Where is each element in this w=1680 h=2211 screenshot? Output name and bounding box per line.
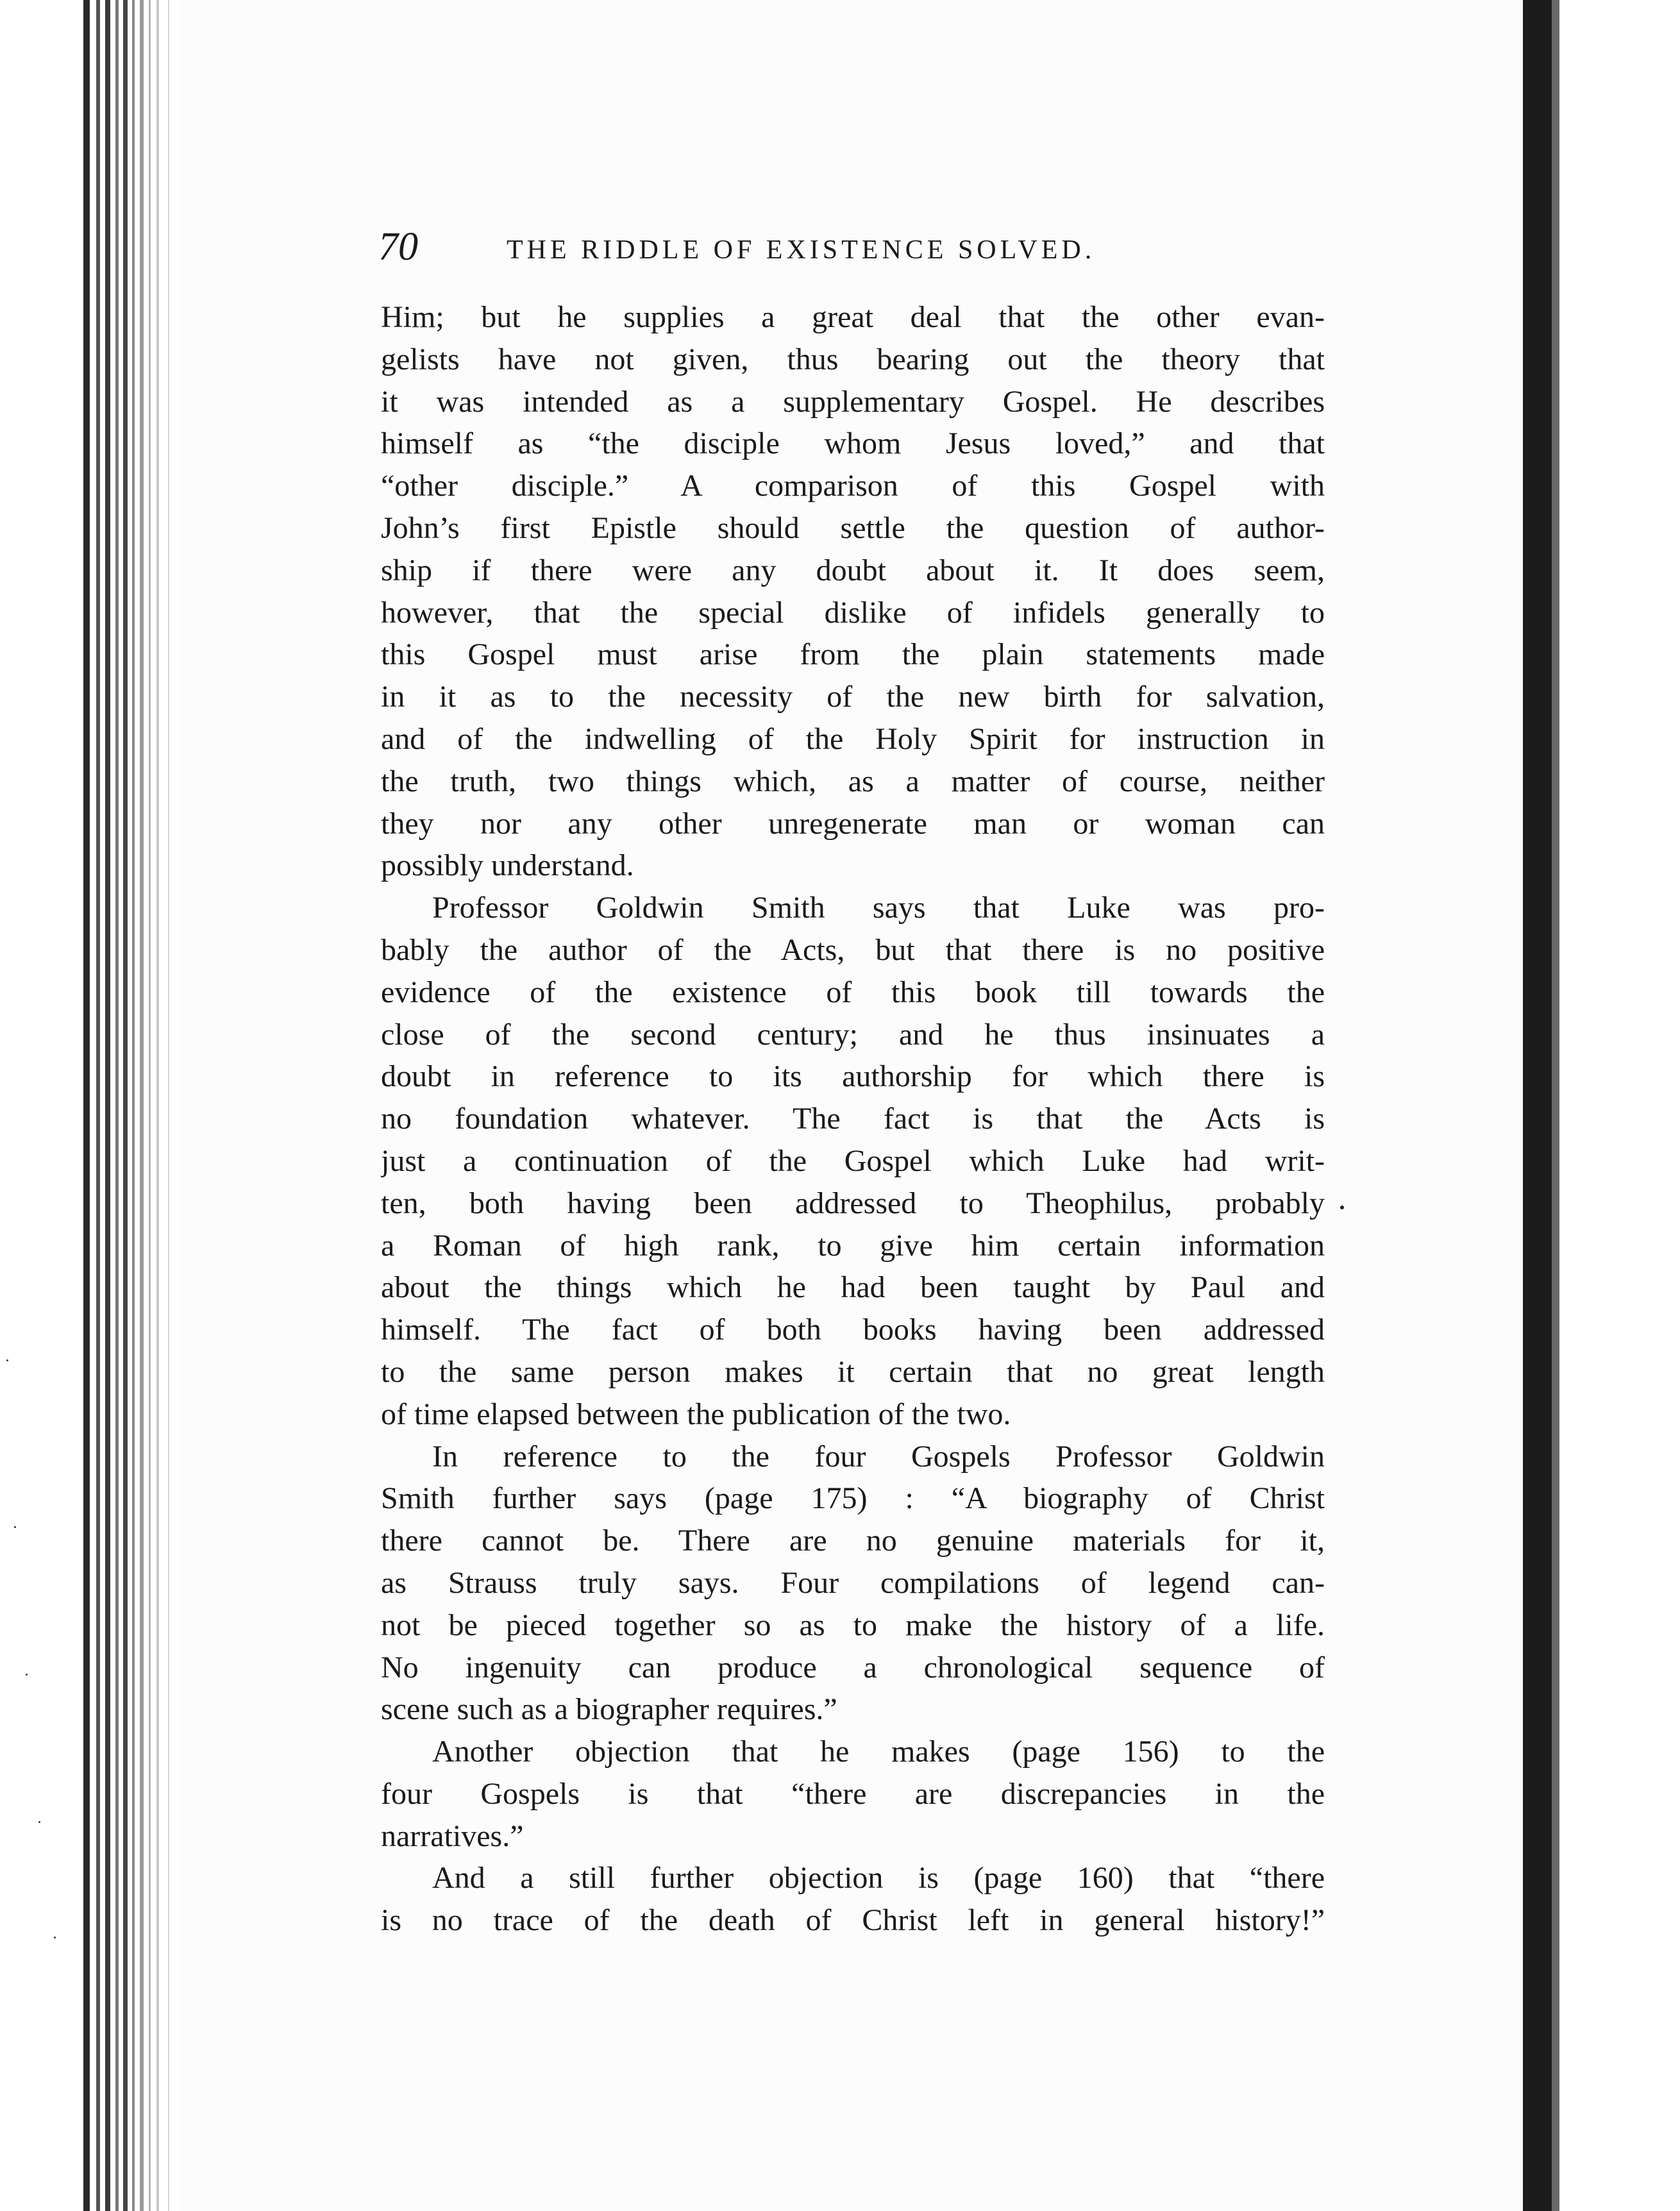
text-line: this Gospel must arise from the plain statements made xyxy=(381,637,1325,672)
text-line: bably the author of the Acts, but that there is no positive xyxy=(381,932,1325,967)
text-line: narratives.” xyxy=(381,1819,524,1853)
page-stack-edge xyxy=(83,0,90,2211)
text-line: Professor Goldwin Smith says that Luke was pro- xyxy=(432,891,1325,925)
text-line: not be pieced together so as to make the history of a life. xyxy=(381,1608,1325,1642)
right-page-edge xyxy=(1552,0,1559,2211)
ink-dot xyxy=(1340,1206,1344,1209)
text-line: is no trace of the death of Christ left in general history!” xyxy=(381,1903,1325,1938)
text-line: as Strauss truly says. Four compilations of legend can- xyxy=(381,1565,1325,1600)
page-stack-edge xyxy=(115,0,119,2211)
text-line: just a continuation of the Gospel which Luke had writ- xyxy=(381,1143,1325,1178)
right-page-edge xyxy=(1523,0,1552,2211)
text-line: John’s first Epistle should settle the question of author- xyxy=(381,510,1325,545)
text-line: ten, both having been addressed to Theophilus, probably xyxy=(381,1186,1325,1220)
text-line: close of the second century; and he thus insinuates a xyxy=(381,1017,1325,1052)
text-line: no foundation whatever. The fact is that the Acts is xyxy=(381,1102,1325,1136)
page-number: 70 xyxy=(378,225,418,269)
text-line: in it as to the necessity of the new birth for salvation, xyxy=(381,680,1325,714)
page-stack-edge xyxy=(132,0,135,2211)
page-stack-edge xyxy=(168,0,169,2211)
scan-specks xyxy=(0,1282,77,2211)
text-line: there cannot be. There are no genuine materials for it, xyxy=(381,1524,1325,1558)
text-line: scene such as a biographer requires.” xyxy=(381,1692,837,1727)
text-line: And a still further objection is (page 160) that “there xyxy=(432,1861,1325,1896)
page-stack-edge xyxy=(149,0,151,2211)
text-line: Smith further says (page 175) : “A biography of Christ xyxy=(381,1481,1325,1516)
text-line: and of the indwelling of the Holy Spirit for instruction in xyxy=(381,721,1325,756)
text-line: of time elapsed between the publication of the two. xyxy=(381,1397,1011,1431)
page-stack-edge xyxy=(123,0,128,2211)
page-stack-edge xyxy=(96,0,100,2211)
text-line: however, that the special dislike of infidels generally to xyxy=(381,595,1325,630)
text-line: ship if there were any doubt about it. It does seem, xyxy=(381,553,1325,587)
text-line: about the things which he had been taught by Paul and xyxy=(381,1270,1325,1305)
text-line: evidence of the existence of this book till towards the xyxy=(381,975,1325,1009)
speck xyxy=(6,1359,8,1361)
text-line: Another objection that he makes (page 156) to the xyxy=(432,1735,1325,1769)
text-line: possibly understand. xyxy=(381,848,634,883)
text-line: a Roman of high rank, to give him certain information xyxy=(381,1228,1325,1263)
text-line: himself. The fact of both books having been addressed xyxy=(381,1313,1325,1347)
text-line: In reference to the four Gospels Professor Goldwin xyxy=(432,1439,1325,1474)
speck xyxy=(38,1821,40,1823)
text-line: to the same person makes it certain that no great length xyxy=(381,1354,1325,1389)
page-stack-edge xyxy=(140,0,144,2211)
text-line: Him; but he supplies a great deal that the other evan- xyxy=(381,300,1325,334)
text-line: gelists have not given, thus bearing out the theory that xyxy=(381,342,1325,376)
text-line: doubt in reference to its authorship for which there is xyxy=(381,1059,1325,1094)
page-stack-edge xyxy=(105,0,110,2211)
text-line: four Gospels is that “there are discrepancies in the xyxy=(381,1776,1325,1811)
text-line: “other disciple.” A comparison of this Gospel with xyxy=(381,469,1325,503)
text-line: they nor any other unregenerate man or woman can xyxy=(381,806,1325,841)
speck xyxy=(14,1526,16,1528)
body-text xyxy=(381,296,1325,1942)
page-header xyxy=(378,221,1327,273)
text-line: No ingenuity can produce a chronological sequence of xyxy=(381,1650,1325,1685)
page-stack-edge xyxy=(156,0,159,2211)
text-line: it was intended as a supplementary Gospel. He describes xyxy=(381,384,1325,419)
speck xyxy=(26,1674,28,1676)
text-line: the truth, two things which, as a matter of course, neither xyxy=(381,764,1325,798)
running-head: THE RIDDLE OF EXISTENCE SOLVED. xyxy=(507,235,1096,265)
speck xyxy=(54,1937,56,1938)
scan-margin xyxy=(1559,0,1680,2211)
text-line: himself as “the disciple whom Jesus loved,” and that xyxy=(381,426,1325,461)
